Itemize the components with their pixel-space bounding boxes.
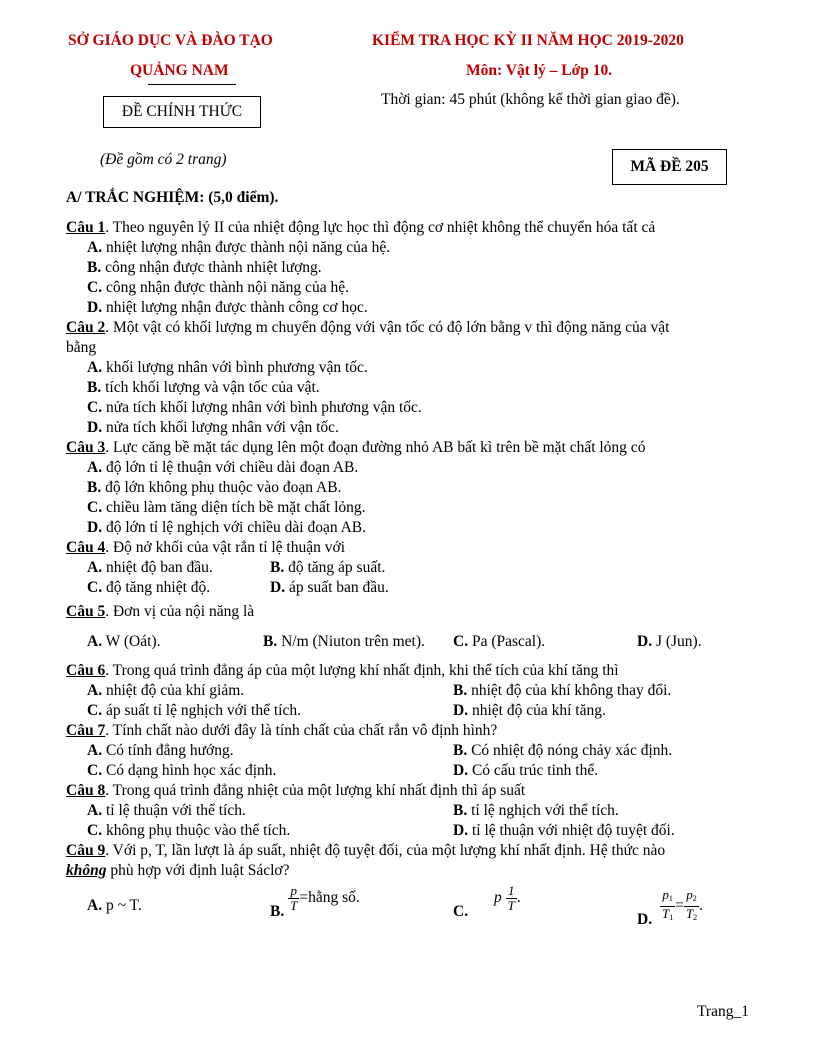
- q7-option-d: D. Có cấu trúc tinh thể.: [453, 762, 599, 779]
- q5-option-d: D. J (Jun).: [637, 633, 702, 650]
- q8-option-d: D. tỉ lệ thuận với nhiệt độ tuyệt đối.: [453, 822, 675, 839]
- q4-option-a: A. nhiệt độ ban đầu.: [87, 559, 213, 576]
- question-2-cont: bằng: [66, 339, 97, 356]
- q9c-fraction: $\frac{1}{T}$: [507, 883, 515, 913]
- question-1: Câu 1. Theo nguyên lý II của nhiệt động lực học thì động cơ nhiệt không thể chuyển hóa tất cả: [66, 219, 656, 236]
- q7-option-a: A. Có tính đẳng hướng.: [87, 742, 234, 759]
- official-label: ĐỀ CHÍNH THỨC: [103, 96, 261, 128]
- question-5: Câu 5. Đơn vị của nội năng là: [66, 603, 255, 620]
- q6-option-b: B. nhiệt độ của khí không thay đổi.: [453, 682, 672, 699]
- q2-option-a: A. khối lượng nhân với bình phương vận tốc.: [87, 359, 368, 376]
- q9b-fraction: $\frac{p}{T}$: [290, 883, 298, 913]
- q5-option-c: C. Pa (Pascal).: [453, 633, 546, 650]
- q5-option-b: B. N/m (Niuton trên met).: [263, 633, 425, 650]
- q1-option-b: B. công nhận được thành nhiệt lượng.: [87, 259, 322, 276]
- page-number: Trang_1: [697, 1003, 749, 1020]
- exam-title: KIỂM TRA HỌC KỲ II NĂM HỌC 2019-2020: [372, 32, 684, 49]
- q9-option-a: A. p ~ T.: [87, 897, 142, 914]
- q5-option-a: A. W (Oát).: [87, 633, 161, 650]
- q4-option-c: C. độ tăng nhiệt độ.: [87, 579, 211, 596]
- q1-option-a: A. nhiệt lượng nhận được thành nội năng của hệ.: [87, 239, 391, 256]
- q4-option-b: B. độ tăng áp suất.: [270, 559, 386, 576]
- question-4: Câu 4. Độ nở khối của vật rắn tỉ lệ thuận với: [66, 539, 345, 556]
- section-title: A/ TRẮC NGHIỆM: (5,0 điểm).: [66, 189, 279, 206]
- q2-option-d: D. nửa tích khối lượng nhân với vận tốc.: [87, 419, 339, 436]
- question-2: Câu 2. Một vật có khối lượng m chuyển động với vận tốc có độ lớn bằng v thì động năng của vật: [66, 319, 670, 336]
- question-9: Câu 9. Với p, T, lần lượt là áp suất, nhiệt độ tuyệt đối, của một lượng khí nhất định. Hệ thức nào: [66, 842, 666, 859]
- q9-option-c: C. p $\frac{1}{T}$ .: [453, 883, 521, 921]
- q3-option-b: B. độ lớn không phụ thuộc vào đoạn AB.: [87, 479, 342, 496]
- q3-option-a: A. độ lớn tỉ lệ thuận với chiều dài đoạn AB.: [87, 459, 359, 476]
- q8-option-b: B. tỉ lệ nghịch với thể tích.: [453, 802, 619, 819]
- exam-code: MÃ ĐỀ 205: [612, 149, 727, 185]
- q7-option-c: C. Có dạng hình học xác định.: [87, 762, 277, 779]
- q3-option-c: C. chiều làm tăng diện tích bề mặt chất lỏng.: [87, 499, 366, 516]
- q6-option-c: C. áp suất tỉ lệ nghịch với thể tích.: [87, 702, 301, 719]
- question-9-cont: không phù hợp với định luật Sáclơ?: [66, 862, 290, 879]
- q6-option-a: A. nhiệt độ của khí giảm.: [87, 682, 245, 699]
- q9d-fraction-left: $\frac{p_1}{T_1}$: [661, 887, 674, 922]
- subject: Môn: Vật lý – Lớp 10.: [466, 62, 613, 79]
- q8-option-c: C. không phụ thuộc vào thể tích.: [87, 822, 291, 839]
- pages-note: (Đề gồm có 2 trang): [100, 151, 227, 168]
- q9-option-b: B. $\frac{p}{T}$ =hằng số.: [270, 883, 360, 921]
- question-6: Câu 6. Trong quá trình đẳng áp của một lượng khí nhất định, khi thể tích của khí tăng thì: [66, 662, 619, 679]
- q9-option-d: D. $\frac{p_1}{T_1}$ = $\frac{p_2}{T_2}$ .: [637, 887, 704, 929]
- q1-option-c: C. công nhận được thành nội năng của hệ.: [87, 279, 349, 296]
- q2-option-b: B. tích khối lượng và vận tốc của vật.: [87, 379, 320, 396]
- q8-option-a: A. tỉ lệ thuận với thể tích.: [87, 802, 246, 819]
- org-name: SỞ GIÁO DỤC VÀ ĐÀO TẠO: [68, 32, 273, 49]
- q6-option-d: D. nhiệt độ của khí tăng.: [453, 702, 606, 719]
- province-name: QUẢNG NAM: [130, 62, 229, 79]
- q4-option-d: D. áp suất ban đầu.: [270, 579, 389, 596]
- exam-time: Thời gian: 45 phút (không kể thời gian giao đề).: [381, 91, 680, 108]
- q9d-fraction-right: $\frac{p_2}{T_2}$: [685, 887, 698, 922]
- question-8: Câu 8. Trong quá trình đẳng nhiệt của một lượng khí nhất định thì áp suất: [66, 782, 526, 799]
- q3-option-d: D. độ lớn tỉ lệ nghịch với chiều dài đoạn AB.: [87, 519, 367, 536]
- q1-option-d: D. nhiệt lượng nhận được thành công cơ học.: [87, 299, 368, 316]
- q7-option-b: B. Có nhiệt độ nóng chảy xác định.: [453, 742, 673, 759]
- q2-option-c: C. nửa tích khối lượng nhân với bình phương vận tốc.: [87, 399, 422, 416]
- question-7: Câu 7. Tính chất nào dưới đây là tính chất của chất rắn vô định hình?: [66, 722, 498, 739]
- question-3: Câu 3. Lực căng bề mặt tác dụng lên một đoạn đường nhỏ AB bất kì trên bề mặt chất lỏng có: [66, 439, 646, 456]
- province-underline: [148, 84, 236, 85]
